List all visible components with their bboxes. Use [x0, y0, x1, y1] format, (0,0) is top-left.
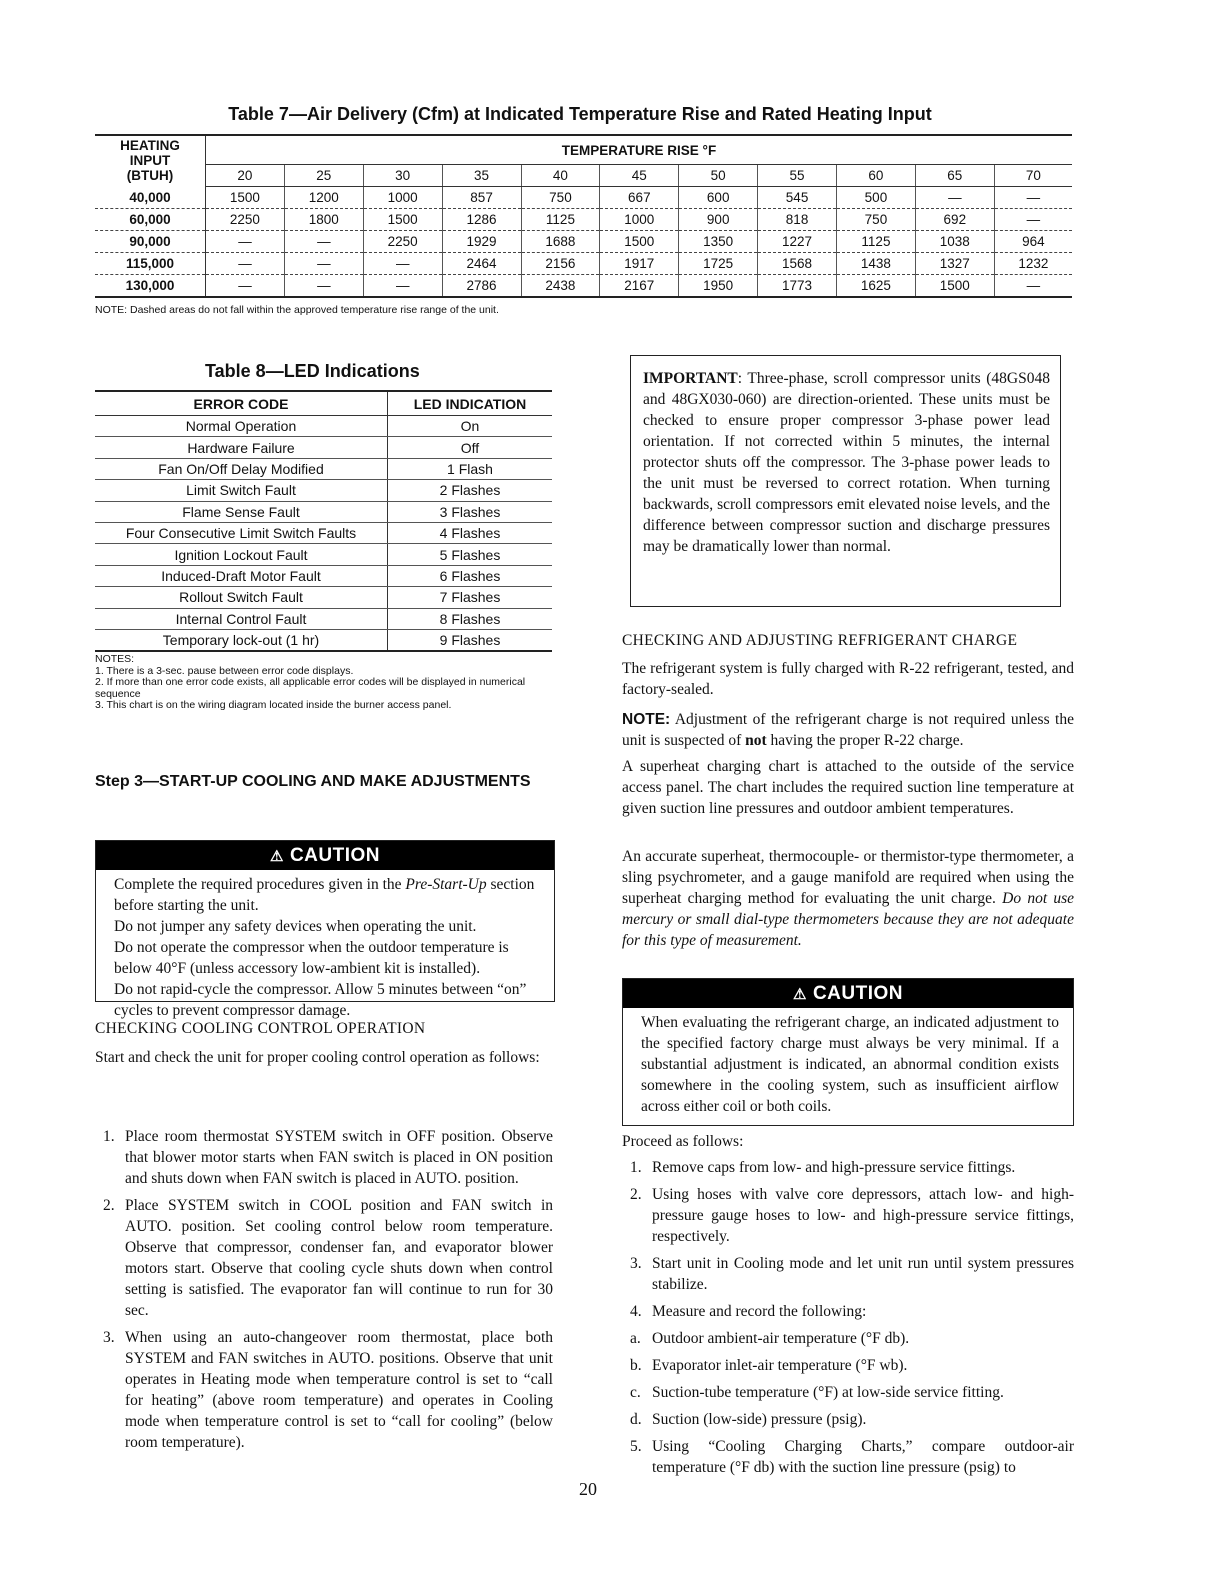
list-number: 3. [103, 1329, 115, 1346]
cfm-cell: 964 [994, 231, 1072, 253]
led-indication-cell: On [388, 416, 553, 437]
heating-input-cell: 60,000 [95, 209, 206, 231]
heating-input-cell: 90,000 [95, 231, 206, 253]
table-row [95, 231, 1072, 253]
cfm-cell: 1227 [758, 231, 837, 253]
cfm-cell: 2786 [442, 275, 521, 298]
cfm-cell: 1800 [284, 209, 363, 231]
list-item [622, 1253, 1074, 1295]
led-indication-cell: 4 Flashes [388, 522, 553, 543]
caution-box-startup [95, 840, 555, 1019]
rise-column-header: 70 [994, 165, 1072, 187]
sub-list-item [622, 1328, 1074, 1349]
table-row [95, 275, 1072, 298]
checking-cooling-intro: Start and check the unit for proper cooling control operation as follows: [95, 1049, 540, 1066]
cfm-cell: 1000 [363, 187, 442, 209]
cfm-cell: 600 [679, 187, 758, 209]
checking-cooling-heading: CHECKING COOLING CONTROL OPERATION [95, 1020, 426, 1037]
table8-title: Table 8—LED Indications [205, 361, 420, 381]
cfm-cell: 1350 [679, 231, 758, 253]
cfm-cell: 1038 [915, 231, 994, 253]
step3-heading: Step 3—START-UP COOLING AND MAKE ADJUSTMENTS [95, 773, 531, 790]
cfm-cell: 2464 [442, 253, 521, 275]
list-number: 1. [103, 1128, 115, 1145]
rise-column-header: 35 [442, 165, 521, 187]
table-row [95, 209, 1072, 231]
table-row [95, 416, 552, 437]
cfm-cell: 2250 [363, 231, 442, 253]
led-indication-cell: Off [388, 437, 553, 458]
list-item [622, 1157, 1074, 1178]
refrigerant-p2: A superheat charging chart is attached to the outside of the service access panel. The chart includes the required suction line temperature at given suction line pressures and outdoor ambient temperatures. [622, 758, 1074, 817]
cfm-cell: 2156 [521, 253, 600, 275]
led-indication-cell: 6 Flashes [388, 565, 553, 586]
table-row [95, 437, 552, 458]
cfm-cell: — [284, 231, 363, 253]
list-item [622, 1184, 1074, 1247]
cfm-cell: 692 [915, 209, 994, 231]
cfm-cell: 1773 [758, 275, 837, 298]
led-indication-header: LED INDICATION [388, 391, 553, 416]
cfm-cell: — [994, 209, 1072, 231]
error-code-cell: Rollout Switch Fault [95, 587, 388, 608]
refrigerant-p3: An accurate superheat, thermocouple- or thermistor-type thermometer, a sling psychrometer, and a gauge manifold are required when using the superheat charging method for evaluating the unit charge. Do not use mercury or small dial-type thermometers because they are not adequate for this type of measurement. [622, 848, 1075, 949]
error-code-cell: Temporary lock-out (1 hr) [95, 629, 388, 651]
list-item [95, 1327, 553, 1453]
error-code-cell: Hardware Failure [95, 437, 388, 458]
cfm-cell: 1125 [521, 209, 600, 231]
list-number: 1. [630, 1159, 642, 1176]
table-row [95, 501, 552, 522]
cfm-cell: 545 [758, 187, 837, 209]
list-text: Measure and record the following: [652, 1303, 867, 1320]
list-item [622, 1436, 1074, 1478]
error-code-cell: Internal Control Fault [95, 608, 388, 629]
cfm-cell: — [994, 275, 1072, 298]
led-indication-cell: 8 Flashes [388, 608, 553, 629]
led-indication-cell: 1 Flash [388, 458, 553, 479]
cfm-cell: 667 [600, 187, 679, 209]
cfm-cell: 750 [837, 209, 916, 231]
error-code-cell: Induced-Draft Motor Fault [95, 565, 388, 586]
cfm-cell: 1500 [915, 275, 994, 298]
table7-note: NOTE: Dashed areas do not fall within the approved temperature rise range of the unit. [95, 304, 499, 316]
caution-text: Complete the required procedures given in the Pre-Start-Up section before starting the unit. Do not jumper any safety devices when operating the unit. Do not operate the compressor when the outdoor temperature is below 40°F (unless accessory low-ambient kit is installed). Do not rapid-cycle the compressor. Allow 5 minutes between “on” cycles to prevent compressor damage. [114, 876, 535, 1019]
list-item [622, 1301, 1074, 1322]
sub-list-item [622, 1355, 1074, 1376]
error-code-cell: Fan On/Off Delay Modified [95, 458, 388, 479]
cfm-cell: 1688 [521, 231, 600, 253]
list-number: 2. [103, 1197, 115, 1214]
rise-column-header: 60 [837, 165, 916, 187]
rise-column-header: 20 [206, 165, 285, 187]
table-row [95, 522, 552, 543]
cfm-cell: 1327 [915, 253, 994, 275]
cfm-cell: 2438 [521, 275, 600, 298]
led-indication-cell: 7 Flashes [388, 587, 553, 608]
page-number: 20 [579, 1479, 597, 1499]
rise-column-header: 45 [600, 165, 679, 187]
cfm-cell: 1929 [442, 231, 521, 253]
cfm-cell: — [206, 253, 285, 275]
list-number: 3. [630, 1255, 642, 1272]
list-text: Remove caps from low- and high-pressure service fittings. [652, 1159, 1016, 1176]
cfm-cell: 1000 [600, 209, 679, 231]
cfm-cell: 818 [758, 209, 837, 231]
rise-column-header: 40 [521, 165, 600, 187]
cfm-cell: 1438 [837, 253, 916, 275]
table-row [95, 187, 1072, 209]
heating-input-cell: 130,000 [95, 275, 206, 298]
list-text: Start unit in Cooling mode and let unit run until system pressures stabilize. [652, 1255, 1074, 1293]
heating-input-cell: 115,000 [95, 253, 206, 275]
cfm-cell: — [206, 275, 285, 298]
caution-text: When evaluating the refrigerant charge, an indicated adjustment to the specified factory charge must always be very minimal. If a substantial adjustment is indicated, an abnormal condition exists somewhere in the cooling system, such as insufficient airflow across either coil or both coils. [641, 1014, 1059, 1115]
table7-air-delivery [95, 134, 1072, 298]
cfm-cell: 1500 [206, 187, 285, 209]
cfm-cell: — [994, 187, 1072, 209]
sub-list-item [622, 1382, 1074, 1403]
cfm-cell: 1917 [600, 253, 679, 275]
cfm-cell: 900 [679, 209, 758, 231]
cfm-cell: 1200 [284, 187, 363, 209]
cfm-cell: 1950 [679, 275, 758, 298]
table-row [95, 253, 1072, 275]
cfm-cell: 857 [442, 187, 521, 209]
cfm-cell: — [363, 253, 442, 275]
led-indication-cell: 5 Flashes [388, 544, 553, 565]
cfm-cell: — [284, 253, 363, 275]
important-label: IMPORTANT [643, 370, 738, 387]
cfm-cell: 2167 [600, 275, 679, 298]
error-code-cell: Flame Sense Fault [95, 501, 388, 522]
cfm-cell: — [284, 275, 363, 298]
temperature-rise-header: TEMPERATURE RISE °F [206, 135, 1073, 165]
cfm-cell: — [915, 187, 994, 209]
table8-notes: NOTES: 1. There is a 3-sec. pause between error code displays. 2. If more than one error code exists, all applicable error codes will be displayed in numerical sequence 3. This chart is on the wiring diagram located inside the burner access panel. [95, 653, 526, 711]
proceed-intro: Proceed as follows: [622, 1133, 744, 1150]
error-code-cell: Limit Switch Fault [95, 480, 388, 501]
refrigerant-p1: The refrigerant system is fully charged with R-22 refrigerant, tested, and factory-sealed. [622, 660, 1074, 698]
error-code-cell: Four Consecutive Limit Switch Faults [95, 522, 388, 543]
table-row [95, 629, 552, 651]
list-number: 4. [630, 1303, 642, 1320]
caution-banner: ⚠ CAUTION [623, 979, 1073, 1008]
heating-input-cell: 40,000 [95, 187, 206, 209]
list-letter: c. [630, 1384, 641, 1401]
led-indication-cell: 2 Flashes [388, 480, 553, 501]
table8-led-indications [95, 390, 552, 652]
error-code-cell: Ignition Lockout Fault [95, 544, 388, 565]
cfm-cell: 1286 [442, 209, 521, 231]
refrigerant-note: NOTE: Adjustment of the refrigerant charge is not required unless the unit is suspected of not having the proper R-22 charge. [622, 711, 1074, 749]
table-row [95, 608, 552, 629]
led-indication-cell: 3 Flashes [388, 501, 553, 522]
list-text: Using hoses with valve core depressors, attach low- and high-pressure gauge hoses to low- and high-pressure service fittings, respectively. [652, 1186, 1074, 1245]
cfm-cell: 1500 [363, 209, 442, 231]
warning-triangle-icon: ⚠ [792, 986, 807, 1003]
error-code-cell: Normal Operation [95, 416, 388, 437]
table-row [95, 587, 552, 608]
list-text: Place SYSTEM switch in COOL position and FAN switch in AUTO. position. Set cooling control below room temperature. Observe that compressor, condenser fan, and evaporator blower motors start. Observe that cooling cycle shuts down when control setting is satisfied. The evaporator fan will continue to run for 30 sec. [125, 1197, 553, 1319]
cfm-cell: 1232 [994, 253, 1072, 275]
list-letter: a. [630, 1330, 641, 1347]
list-text: Using “Cooling Charging Charts,” compare outdoor-air temperature (°F db) with the suction line pressure (psig) to [652, 1438, 1074, 1476]
warning-triangle-icon: ⚠ [269, 848, 284, 865]
rise-column-header: 30 [363, 165, 442, 187]
caution-box-refrigerant [622, 978, 1074, 1126]
cfm-cell: 1625 [837, 275, 916, 298]
rise-column-header: 55 [758, 165, 837, 187]
cfm-cell: 1568 [758, 253, 837, 275]
table-row [95, 458, 552, 479]
rise-column-header: 25 [284, 165, 363, 187]
cfm-cell: — [363, 275, 442, 298]
list-item [95, 1126, 553, 1189]
table7-title: Table 7—Air Delivery (Cfm) at Indicated Temperature Rise and Rated Heating Input [228, 104, 932, 124]
list-text: When using an auto-changeover room thermostat, place both SYSTEM and FAN switches in AUTO. positions. Observe that unit operates in Heating mode when temperature control is set to “call for heating” (above room temperature) and operates in Cooling mode when temperature control is set to “call for cooling” (below room temperature). [125, 1329, 553, 1451]
led-indication-cell: 9 Flashes [388, 629, 553, 651]
proceed-steps-list [622, 1157, 1074, 1484]
list-item [95, 1195, 553, 1321]
cfm-cell: 1125 [837, 231, 916, 253]
cfm-cell: 500 [837, 187, 916, 209]
list-text: Suction-tube temperature (°F) at low-side service fitting. [652, 1384, 1004, 1401]
table-row [95, 480, 552, 501]
caution-banner: ⚠ CAUTION [96, 841, 554, 870]
error-code-header: ERROR CODE [95, 391, 388, 416]
list-text: Place room thermostat SYSTEM switch in OFF position. Observe that blower motor starts when FAN switch is placed in ON position and shuts down when FAN switch is placed in AUTO. position. [125, 1128, 553, 1187]
cfm-cell: 1500 [600, 231, 679, 253]
list-number: 5. [630, 1438, 642, 1455]
rise-column-header: 65 [915, 165, 994, 187]
list-text: Evaporator inlet-air temperature (°F wb). [652, 1357, 908, 1374]
rise-column-header: 50 [679, 165, 758, 187]
table-row [95, 544, 552, 565]
list-letter: d. [630, 1411, 642, 1428]
important-text: : Three-phase, scroll compressor units (48GS048 and 48GX030-060) are direction-oriented. These units must be checked to ensure proper compressor 3-phase power lead orientation. If not corrected within 5 minutes, the internal protector shuts off the compressor. The 3-phase power leads to the unit must be reversed to correct rotation. When turning backwards, scroll compressors emit elevated noise levels, and the difference between compressor suction and discharge pressures may be dramatically lower than normal. [643, 370, 1050, 555]
list-text: Suction (low-side) pressure (psig). [652, 1411, 867, 1428]
cfm-cell: 1725 [679, 253, 758, 275]
cfm-cell: 750 [521, 187, 600, 209]
cfm-cell: 2250 [206, 209, 285, 231]
list-text: Outdoor ambient-air temperature (°F db). [652, 1330, 910, 1347]
sub-list-item [622, 1409, 1074, 1430]
cooling-steps-list [95, 1126, 553, 1459]
list-number: 2. [630, 1186, 642, 1203]
refrigerant-heading: CHECKING AND ADJUSTING REFRIGERANT CHARGE [622, 632, 1018, 649]
cfm-cell: — [206, 231, 285, 253]
list-letter: b. [630, 1357, 642, 1374]
important-box [630, 355, 1061, 607]
heating-input-header: HEATING INPUT (BTUH) [95, 135, 206, 187]
table-row [95, 565, 552, 586]
